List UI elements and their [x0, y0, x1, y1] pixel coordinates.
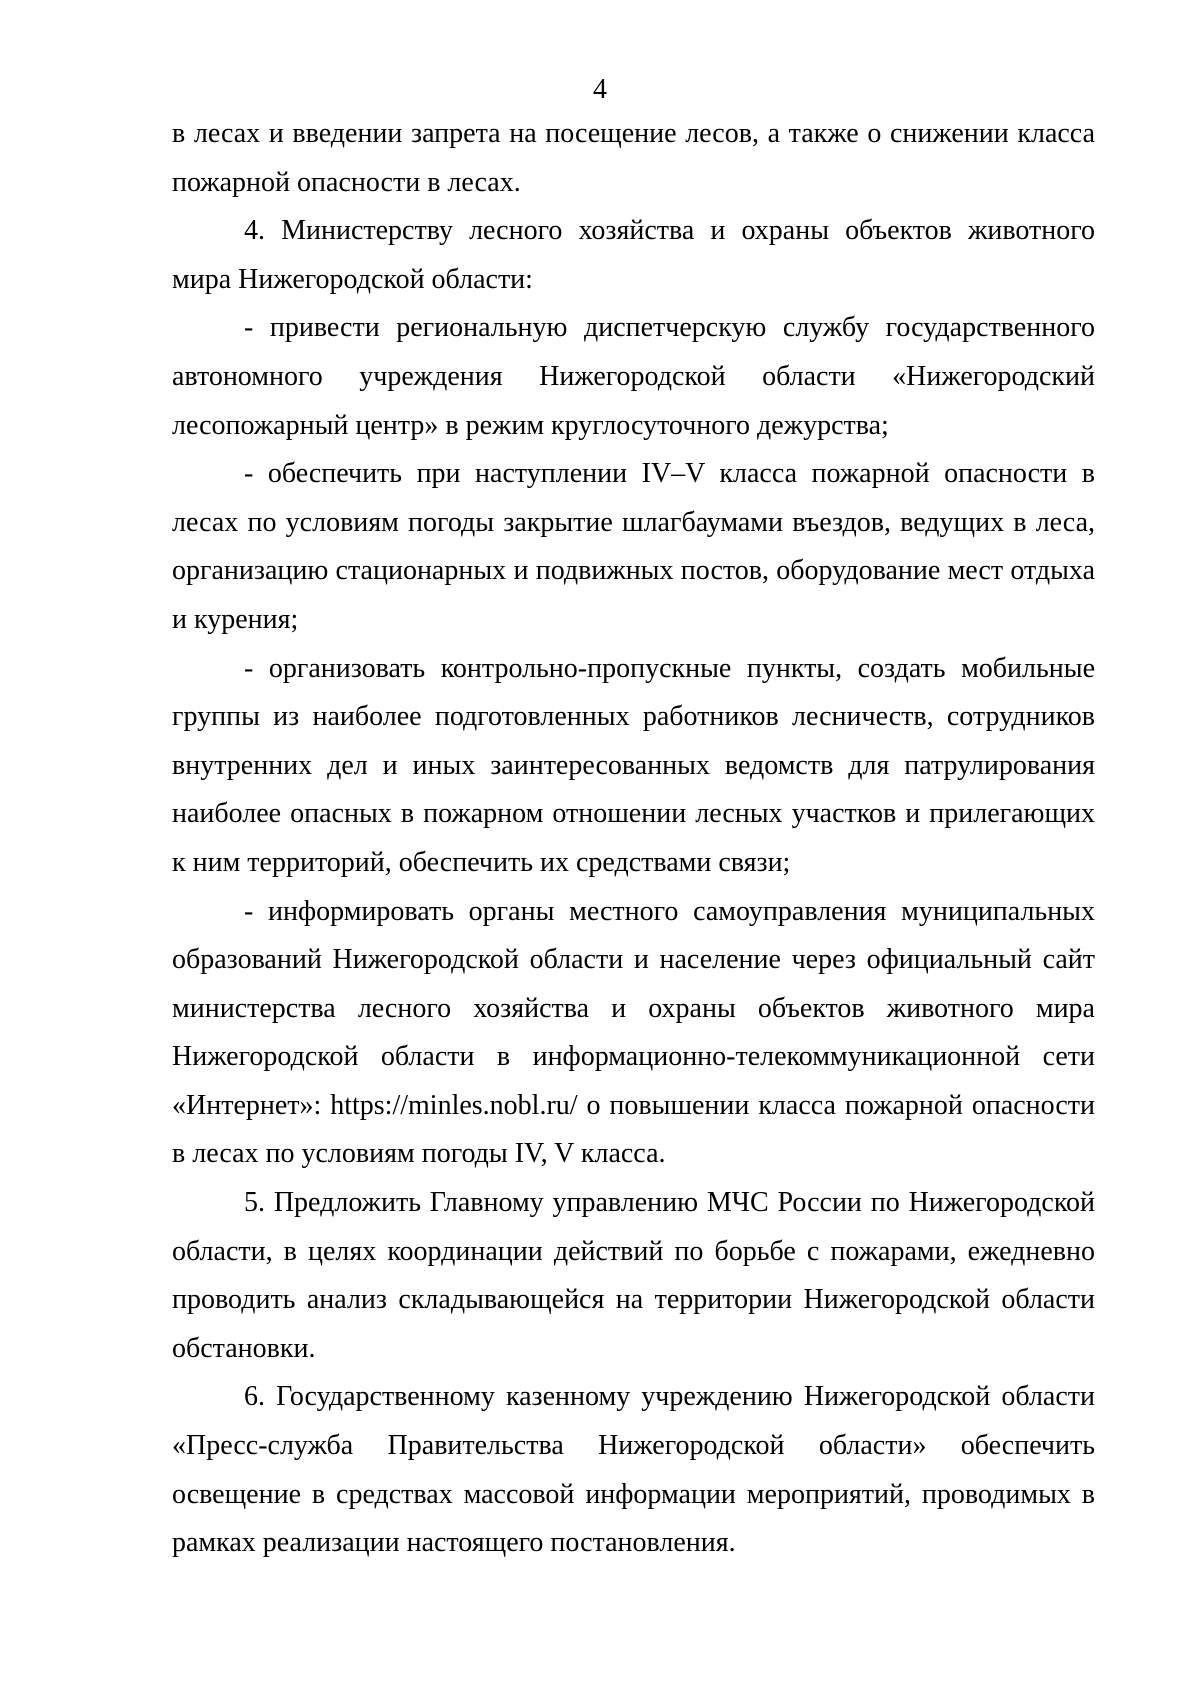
paragraph-item-4-bullet-4: - информировать органы местного самоуправления муниципальных образований Нижегородской области и население через официальный сайт министерства лесного хозяйства и охраны объектов животного мира Нижегородской области в информационно-телекоммуникационной сети «Интернет»: https://minles.nobl.ru/ о повышении класса пожарной опасности в лесах по условиям погоды IV, V класса. — [172, 895, 1095, 1170]
paragraph-item-4-bullet-1: - привести региональную диспетчерскую службу государственного автономного учреждения Нижегородской области «Нижегородский лесопожарный центр» в режим круглосуточного дежурства; — [172, 312, 1095, 441]
paragraph-item-4-bullet-2: - обеспечить при наступлении IV–V класса пожарной опасности в лесах по условиям погоды закрытие шлагбаумами въездов, ведущих в леса, организацию стационарных и подвижных постов, оборудование мест отдыха и курения; — [172, 458, 1095, 635]
paragraph-item-4-bullet-3: - организовать контрольно-пропускные пункты, создать мобильные группы из наиболее подготовленных работников лесничеств, сотрудников внутренних дел и иных заинтересованных ведомств для патрулирования наиболее опасных в пожарном отношении лесных участков и прилегающих к ним территорий, обеспечить их средствами связи; — [172, 652, 1095, 878]
paragraph-item-4: 4. Министерству лесного хозяйства и охраны объектов животного мира Нижегородской области: — [172, 215, 1095, 295]
paragraph-item-6: 6. Государственному казенному учреждению Нижегородской области «Пресс-служба Правительства Нижегородской области» обеспечить освещение в средствах массовой информации мероприятий, проводимых в рамках реализации настоящего постановления. — [172, 1381, 1095, 1559]
page-number: 4 — [593, 74, 607, 105]
paragraph-continuation: в лесах и введении запрета на посещение лесов, а также о снижении класса пожарной опасности в лесах. — [172, 118, 1095, 198]
paragraph-item-5: 5. Предложить Главному управлению МЧС России по Нижегородской области, в целях координации действий по борьбе с пожарами, ежедневно проводить анализ складывающейся на территории Нижегородской области обстановки. — [172, 1187, 1095, 1364]
document-body — [172, 110, 1095, 1568]
